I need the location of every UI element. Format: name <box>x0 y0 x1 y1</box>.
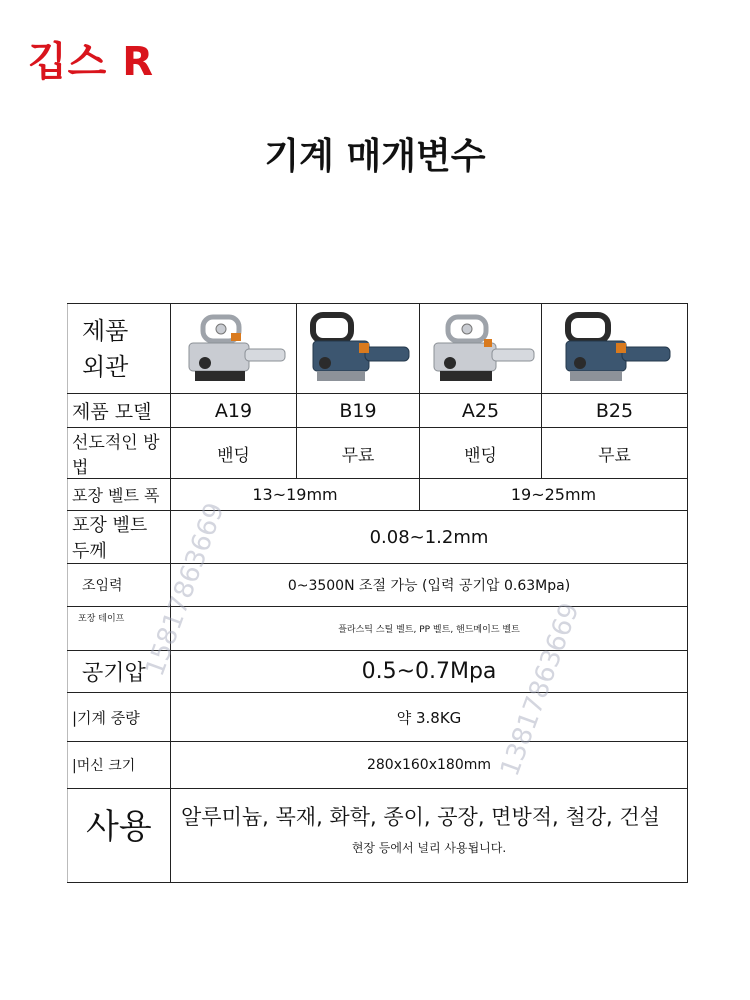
appearance-row <box>68 304 688 394</box>
method-cell: 무료 <box>542 428 688 479</box>
belt-thickness-row <box>68 511 688 564</box>
model-cell: B25 <box>542 394 688 428</box>
model-cell: A19 <box>171 394 297 428</box>
belt-width-row <box>68 479 688 511</box>
size-row <box>68 742 688 789</box>
model-cell: A25 <box>420 394 542 428</box>
belt-width-cell: 19~25mm <box>420 479 688 511</box>
weight-label: |기계 중량 <box>68 693 171 742</box>
belt-width-cell: 13~19mm <box>171 479 420 511</box>
phone-watermark: 15817863669 <box>140 499 231 681</box>
tape-label: 포장 테이프 <box>68 607 171 651</box>
method-row <box>68 428 688 479</box>
tape-value: 플라스틱 스틸 벨트, PP 벨트, 핸드메이드 벨트 <box>171 607 688 651</box>
size-label: |머신 크기 <box>68 742 171 789</box>
usage-sub-text: 현장 등에서 널리 사용됩니다. <box>351 841 507 855</box>
phone-watermark: 13817863669 <box>495 599 586 781</box>
model-row <box>68 394 688 428</box>
air-pressure-label: 공기압 <box>68 651 171 693</box>
tool-image-a19 <box>171 304 297 394</box>
appearance-label: 제품 외관 <box>68 304 171 394</box>
weight-row <box>68 693 688 742</box>
weight-value: 약 3.8KG <box>171 693 688 742</box>
model-label: 제품 모델 <box>68 394 171 428</box>
belt-thickness-value: 0.08~1.2mm <box>171 511 688 564</box>
tape-row <box>68 607 688 651</box>
brand-logo: 깁스 R <box>28 39 155 85</box>
model-cell: B19 <box>297 394 420 428</box>
usage-main-text: 알루미늄, 목재, 화학, 종이, 공장, 면방적, 철강, 건설 <box>181 805 660 829</box>
method-cell: 밴딩 <box>171 428 297 479</box>
belt-width-label: 포장 벨트 폭 <box>68 479 171 511</box>
tool-image-b19 <box>297 304 420 394</box>
method-cell: 밴딩 <box>420 428 542 479</box>
method-label: 선도적인 방법 <box>68 428 171 479</box>
air-pressure-value: 0.5~0.7Mpa <box>171 651 688 693</box>
size-value: 280x160x180mm <box>171 742 688 789</box>
air-pressure-row <box>68 651 688 693</box>
usage-cell <box>171 789 688 883</box>
tension-row <box>68 564 688 607</box>
tension-label: 조임력 <box>68 564 171 607</box>
tool-image-b25 <box>542 304 688 394</box>
method-cell: 무료 <box>297 428 420 479</box>
usage-label: 사용 <box>68 789 171 883</box>
tension-value: 0~3500N 조절 가능 (입력 공기압 0.63Mpa) <box>171 564 688 607</box>
page-title: 기계 매개변수 <box>264 136 486 177</box>
usage-row <box>68 789 688 883</box>
spec-table <box>67 303 688 883</box>
tool-image-a25 <box>420 304 542 394</box>
belt-thickness-label: 포장 벨트 두께 <box>68 511 171 564</box>
